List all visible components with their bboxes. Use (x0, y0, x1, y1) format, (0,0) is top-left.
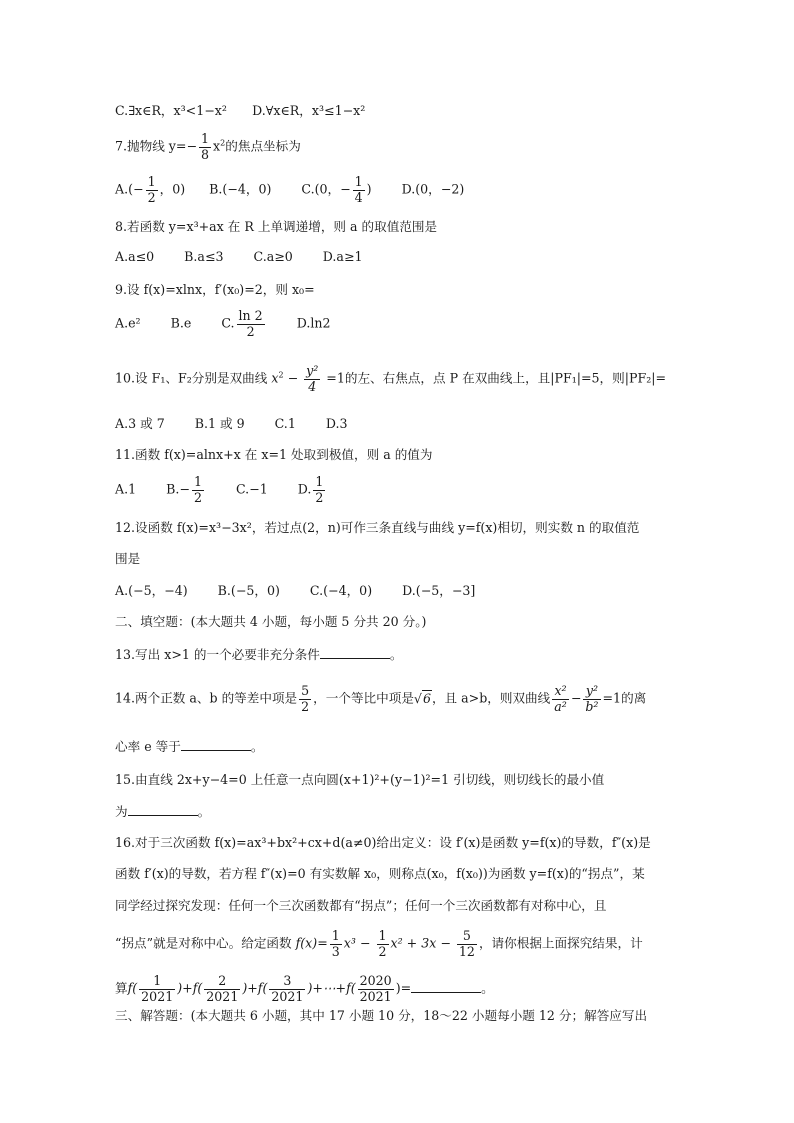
q14-frac (299, 685, 311, 713)
q8-options (115, 249, 363, 265)
q16-line4 (115, 930, 643, 958)
q14-text-mid: ，一个等比中项是 (313, 690, 414, 706)
q14-frac-x (552, 685, 569, 713)
numerator: 1 (315, 474, 324, 489)
q10-stem: 10.设 F₁、F₂分别是双曲线 $x^2$ − $\frac{\text{y²}}{4}$ =1的左、右焦点，点 P 在双曲线上，且|PF₁|=5，则|PF₂|= (115, 363, 667, 394)
q8-c: C.a≥0 (253, 249, 293, 264)
q9-d: D.ln2 (296, 315, 331, 331)
q7-a-frac (146, 176, 158, 204)
q9-options (115, 310, 331, 338)
q15-l2-text: 为 (115, 804, 128, 819)
q16-f-open: f( (127, 980, 138, 996)
q7-stem: 7.抛物线 y=− $\frac{1}{8}$ $x^2$的焦点坐标为 (115, 131, 301, 162)
denominator: 8 (201, 146, 210, 162)
q8-d: D.a≥1 (322, 249, 363, 264)
q8-stem: 8.若函数 y=x³+ax 在 R 上单调递增，则 a 的取值范围是 (115, 219, 438, 234)
denominator: 2021 (206, 988, 239, 1004)
q11-d: D. (297, 481, 312, 497)
numerator: 1 (354, 174, 363, 189)
q14-frac-y (583, 685, 600, 713)
q14-text: 14.两个正数 a、b 的等差中项是 (115, 690, 298, 706)
denominator: 12 (458, 943, 475, 959)
q7-fraction (199, 133, 211, 161)
numerator: 1 (378, 928, 387, 943)
q7-a: A.(− (115, 181, 144, 197)
q14-text-end: =1的离 (602, 690, 647, 706)
numerator: y² (585, 683, 599, 698)
q14-answer-blank[interactable] (181, 738, 251, 751)
denominator: 2021 (271, 988, 304, 1004)
numerator: 1 (193, 474, 202, 489)
q12-c: C.(−4，0) (309, 583, 373, 598)
q7-options (115, 176, 464, 204)
denominator: 2021 (141, 988, 174, 1004)
q10-minus: − (283, 370, 303, 386)
numerator: 1 (201, 131, 210, 146)
q15-line1: 15.由直线 2x+y−4=0 上任意一点向圆(x+1)²+(y−1)²=1 引切线，则切线长的最小值 (115, 772, 605, 787)
denominator: 3 (331, 943, 340, 959)
denominator: 4 (354, 189, 363, 205)
q7-c-frac (353, 176, 365, 204)
denominator: 2 (237, 324, 265, 339)
q10-text: 10.设 F₁、F₂分别是双曲线 (115, 370, 272, 386)
q9-stem: 9.设 f(x)=xlnx，f′(x₀)=2，则 x₀= (115, 282, 315, 297)
q11-c: C.−1 (235, 481, 268, 497)
q9-b: B.e (170, 315, 192, 331)
q14-l2-end: 。 (250, 739, 264, 754)
q16-frac1 (330, 930, 342, 958)
q15-answer-blank[interactable] (128, 803, 198, 816)
denominator: 4 (304, 379, 320, 394)
sqrt-radicand: 6 (422, 690, 431, 706)
q16-l5-text: 算 (115, 980, 128, 996)
q15-l2-end: 。 (197, 804, 211, 819)
q13-end: 。 (389, 647, 403, 662)
q12-stem-line2: 围是 (115, 551, 141, 566)
q11-stem: 11.函数 f(x)=alnx+x 在 x=1 处取到极值，则 a 的值为 (115, 447, 433, 462)
q16-plus1: )+f( (177, 980, 203, 996)
q16-x3: x³ − (343, 935, 375, 951)
numerator: 3 (283, 973, 292, 988)
q7-a-end: ，0) (159, 181, 186, 197)
q12-stem-line1: 12.设函数 f(x)=x³−3x²，若过点(2，n)可作三条直线与曲线 y=f(x)相切，则实数 n 的取值范 (115, 520, 640, 535)
q16-line2: 函数 f′(x)的导数，若方程 f″(x)=0 有实数解 x₀，则称点(x₀，f(x₀))为函数 y=f(x)的“拐点”，某 (115, 866, 645, 881)
q12-b: B.(−5，0) (217, 583, 280, 598)
section-2-heading: 二、填空题：(本大题共 4 小题，每小题 5 分共 20 分。) (115, 614, 427, 629)
q6-options-cd: C.∃x∈R，x³<1−x² D.∀x∈R，x³≤1−x² (115, 103, 366, 118)
numerator: 5 (301, 683, 310, 698)
denominator: 2021 (359, 988, 392, 1004)
q16-x2: x² + 3x − (390, 935, 455, 951)
q10-options (115, 416, 348, 432)
denominator: 2 (147, 189, 156, 205)
denominator: 2 (315, 489, 324, 505)
q16-arg1 (139, 975, 175, 1003)
q10-d: D.3 (325, 416, 348, 431)
numerator: ln 2 (238, 308, 263, 323)
q11-b-frac (192, 476, 204, 504)
q14-line2 (115, 738, 263, 755)
q16-l5-end: 。 (481, 980, 494, 996)
q16-arg3 (269, 975, 305, 1003)
q13 (115, 646, 402, 663)
q7-text: 7.抛物线 y=− (115, 138, 198, 154)
q14-text-mid2: ，且 a>b，则双曲线 (431, 690, 551, 706)
section-3-heading: 三、解答题：(本大题共 6 小题，其中 17 小题 10 分，18～22 小题每小题 12 分；解答应写出 (115, 1008, 648, 1023)
q11-a: A.1 (115, 481, 137, 497)
denominator: b² (585, 698, 599, 714)
q12-a: A.(−5，−4) (115, 583, 188, 598)
q10-frac (304, 365, 320, 393)
q16-plus2: )+f( (242, 980, 268, 996)
q14-line1: 14.两个正数 a、b 的等差中项是 $\frac{5}{2}$ ，一个等比中项是√6，且 a>b，则双曲线 $\frac{\text{x²}}{\text{a²}}$ − $\frac{\text{y²}}{\text{b²}}$ =1的离 (115, 683, 647, 714)
sqrt-symbol: √6 (413, 690, 431, 706)
denominator: 2 (193, 489, 202, 505)
q16-l4-text: “拐点”就是对称中心。给定函数 (115, 935, 296, 951)
q9-a: A.e² (115, 315, 141, 331)
q10-a: A.3 或 7 (115, 416, 165, 431)
q11-b: B.− (166, 481, 190, 497)
q11-options (115, 476, 327, 504)
q15-line2 (115, 803, 210, 820)
q12-options (115, 583, 475, 599)
numerator: 1 (153, 973, 162, 988)
q13-text: 13.写出 x>1 的一个必要非充分条件 (115, 647, 320, 662)
numerator: 1 (147, 174, 156, 189)
q16-arg2 (204, 975, 240, 1003)
q7-var: x (213, 138, 221, 154)
q10-c: C.1 (274, 416, 296, 431)
denominator: a² (554, 698, 567, 714)
q16-frac2 (377, 930, 389, 958)
q16-arg4 (358, 975, 394, 1003)
numerator: 2020 (359, 973, 392, 988)
q9-c: C. (221, 315, 235, 331)
numerator: 2 (218, 973, 227, 988)
q16-fx: f(x)= (295, 935, 328, 951)
numerator: x² (554, 683, 567, 698)
q16-line5 (115, 975, 494, 1003)
denominator: 2 (301, 698, 310, 714)
q16-dots: )+⋯+f( (307, 980, 356, 996)
q16-l4-end: ，请你根据上面探究结果，计 (478, 935, 643, 951)
q16-line1: 16.对于三次函数 f(x)=ax³+bx²+cx+d(a≠0)给出定义：设 f′(x)是函数 y=f(x)的导数，f″(x)是 (115, 835, 651, 850)
q7-text-end: 的焦点坐标为 (225, 138, 301, 154)
q10-b: B.1 或 9 (194, 416, 245, 431)
q16-eq: )= (395, 980, 412, 996)
q7-b: B.(−4，0) (209, 181, 272, 197)
q16-frac3 (457, 930, 477, 958)
q9-c-frac (237, 310, 265, 338)
numerator: 5 (462, 928, 471, 943)
q13-answer-blank[interactable] (320, 646, 390, 659)
q7-c: C.(0，− (301, 181, 351, 197)
q7-d: D.(0，−2) (401, 181, 465, 197)
q12-d: D.(−5，−3] (402, 583, 476, 598)
q8-a: A.a≤0 (115, 249, 155, 264)
q14-l2-text: 心率 e 等于 (115, 739, 181, 754)
q7-c-end: ) (366, 181, 372, 197)
denominator: 2 (378, 943, 387, 959)
numerator: y² (306, 363, 319, 378)
q16-line3: 同学经过探究发现：任何一个三次函数都有“拐点”；任何一个三次函数都有对称中心，且 (115, 898, 607, 913)
q11-d-frac (313, 476, 325, 504)
numerator: 1 (331, 928, 340, 943)
q10-text-end: =1的左、右焦点，点 P 在双曲线上，且|PF₁|=5，则|PF₂|= (322, 370, 667, 386)
q10-x: x (271, 370, 279, 386)
q16-answer-blank[interactable] (411, 980, 481, 993)
q8-b: B.a≤3 (184, 249, 224, 264)
